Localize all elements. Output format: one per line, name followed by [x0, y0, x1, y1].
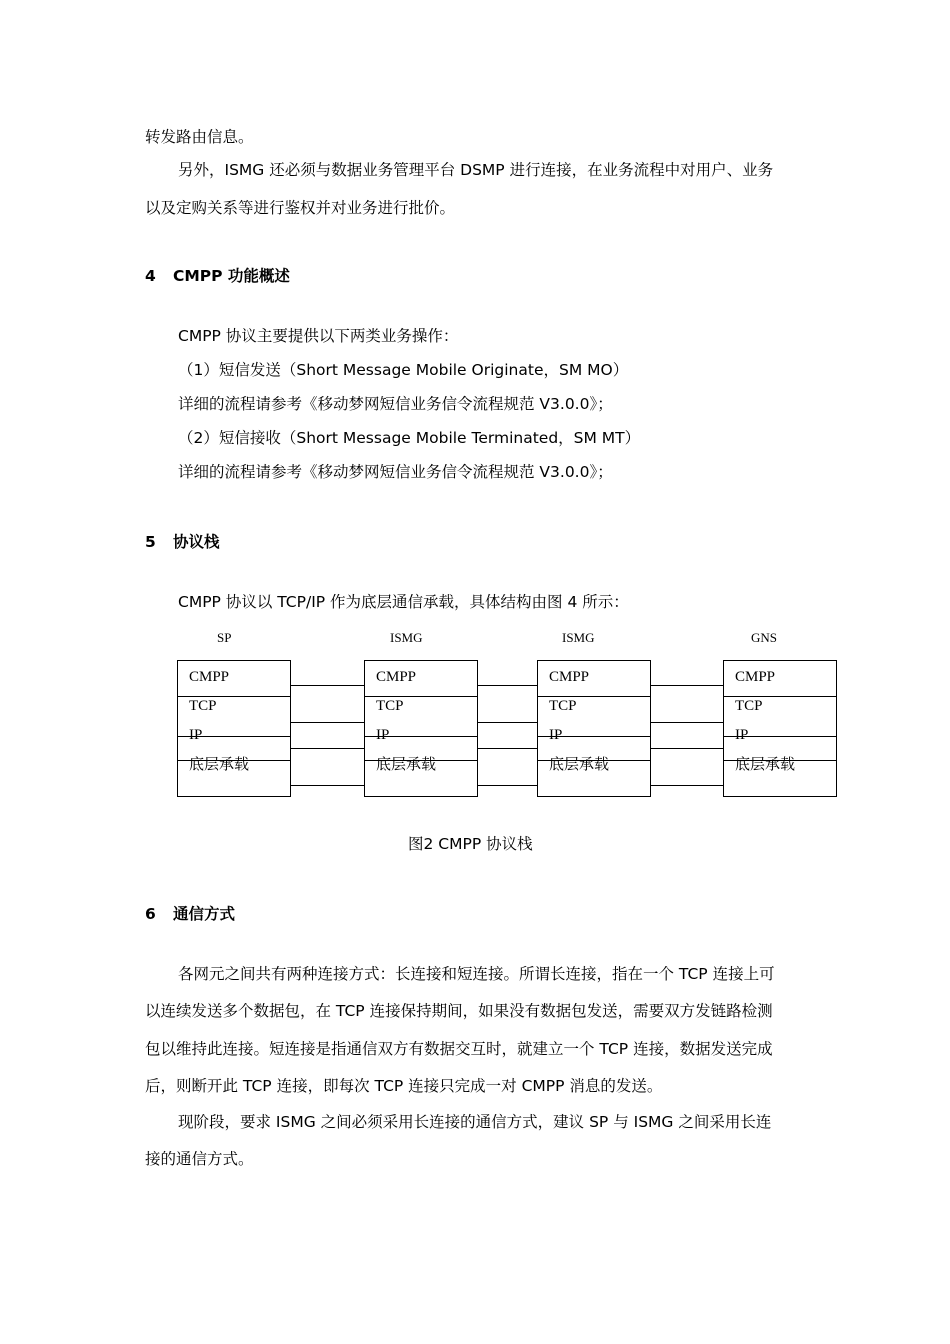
list-item: （1）短信发送（Short Message Mobile Originate，SM MO）: [178, 361, 629, 379]
connector-line: [650, 785, 724, 786]
layer-label: CMPP: [549, 669, 590, 685]
connector-line: [477, 748, 537, 749]
reference-text: 详细的流程请参考《移动梦网短信业务信令流程规范 V3.0.0》；: [178, 463, 613, 481]
section-heading-5: [145, 532, 220, 552]
list-item: （2）短信接收（Short Message Mobile Terminated，SM MT）: [178, 429, 641, 447]
connector-line: [291, 685, 364, 686]
layer-label: 底层承载: [549, 757, 610, 773]
section-number: 4: [145, 267, 156, 285]
stack-box-ismg-2: [537, 660, 651, 797]
paragraph-text: 后，则断开此 TCP 连接，即每次 TCP 连接只完成一对 CMPP 消息的发送。: [145, 1077, 663, 1095]
stack-box-ismg-1: [364, 660, 478, 797]
paragraph-text: 以及定购关系等进行鉴权并对业务进行批价。: [145, 199, 456, 217]
layer-label: 底层承载: [376, 757, 437, 773]
stack-box-gns: [723, 660, 837, 797]
connector-line: [291, 748, 364, 749]
layer-label: TCP: [735, 698, 763, 714]
layer-label: TCP: [189, 698, 217, 714]
figure-caption: 图2 CMPP 协议栈: [408, 835, 533, 853]
section-heading-4: [145, 266, 290, 286]
connector-line: [291, 722, 364, 723]
paragraph-text: 现阶段，要求 ISMG 之间必须采用长连接的通信方式，建议 SP 与 ISMG 之间采用长连: [178, 1113, 772, 1131]
connector-line: [477, 685, 537, 686]
section-number: 5: [145, 533, 156, 551]
node-label-sp: SP: [217, 630, 232, 645]
node-label-ismg-2: ISMG: [562, 630, 595, 645]
layer-label: 底层承载: [189, 757, 250, 773]
section-title: 通信方式: [173, 905, 236, 923]
paragraph-text: 接的通信方式。: [145, 1150, 254, 1168]
paragraph-text: 另外，ISMG 还必须与数据业务管理平台 DSMP 进行连接，在业务流程中对用户、业务: [178, 161, 774, 179]
layer-label: IP: [376, 727, 390, 743]
layer-label: IP: [549, 727, 563, 743]
node-label-ismg-1: ISMG: [390, 630, 423, 645]
section-title: CMPP 功能概述: [173, 267, 290, 285]
connector-line: [650, 685, 724, 686]
layer-label: IP: [189, 727, 203, 743]
node-label-gns: GNS: [751, 630, 778, 645]
connector-line: [650, 748, 724, 749]
stack-box-sp: [177, 660, 291, 797]
section-title: 协议栈: [173, 533, 220, 551]
connector-line: [477, 722, 537, 723]
paragraph-text: 各网元之间共有两种连接方式：长连接和短连接。所谓长连接，指在一个 TCP 连接上可: [178, 965, 775, 983]
section-number: 6: [145, 905, 156, 923]
connector-line: [477, 785, 537, 786]
paragraph-text: CMPP 协议以 TCP/IP 作为底层通信承载，具体结构由图 4 所示：: [178, 593, 629, 611]
layer-label: TCP: [376, 698, 404, 714]
connector-line: [291, 785, 364, 786]
layer-label: TCP: [549, 698, 577, 714]
paragraph-text: 包以维持此连接。短连接是指通信双方有数据交互时，就建立一个 TCP 连接，数据发送完成: [145, 1040, 773, 1058]
paragraph-text: 转发路由信息。: [145, 128, 254, 146]
reference-text: 详细的流程请参考《移动梦网短信业务信令流程规范 V3.0.0》；: [178, 395, 613, 413]
section-heading-6: [145, 904, 235, 924]
layer-label: CMPP: [735, 669, 776, 685]
layer-label: IP: [735, 727, 749, 743]
layer-label: 底层承载: [735, 757, 796, 773]
paragraph-text: 以连续发送多个数据包，在 TCP 连接保持期间，如果没有数据包发送，需要双方发链路检测: [145, 1002, 773, 1020]
connector-line: [650, 722, 724, 723]
layer-label: CMPP: [189, 669, 230, 685]
paragraph-text: CMPP 协议主要提供以下两类业务操作：: [178, 327, 459, 345]
layer-label: CMPP: [376, 669, 417, 685]
